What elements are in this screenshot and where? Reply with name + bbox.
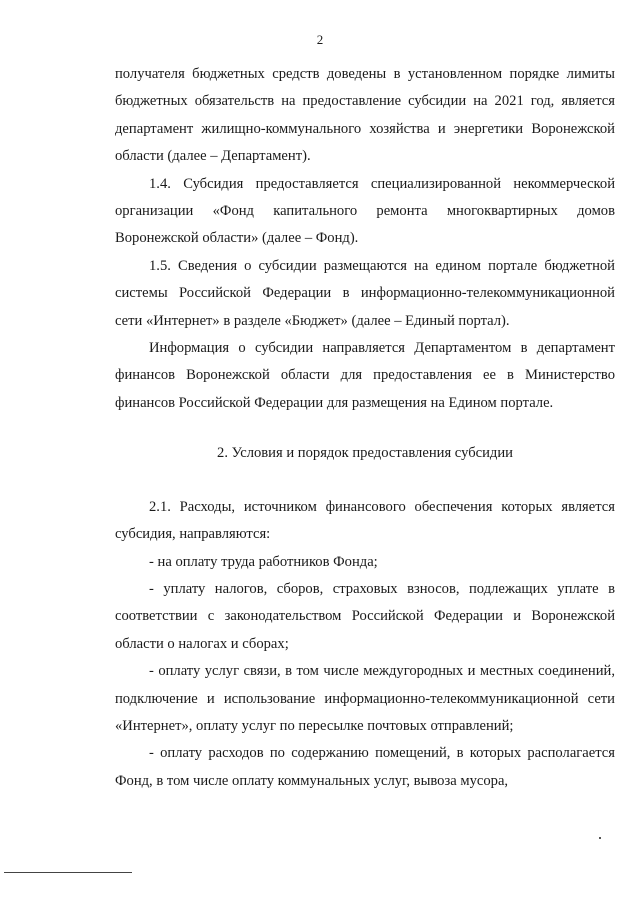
paragraph-1-4: 1.4. Субсидия предоставляется специализированной некоммерческой организации «Фонд капитального ремонта многоквартирных домов Воронежской области» (далее – Фонд). [115, 175, 615, 247]
list-item-communication: - оплату услуг связи, в том числе междугородных и местных соединений, подключение и использование информационно-телекоммуникационной сети «Интернет», оплату услуг по пересылке почтовых отправлений; [115, 663, 615, 734]
document-body [115, 61, 615, 795]
scan-artifact [599, 837, 601, 839]
paragraph-info: Информация о субсидии направляется Департаментом в департамент финансов Воронежской области для предоставления ее в Министерство финансов Российской Федерации для размещения на Едином портале. [115, 340, 615, 411]
paragraph-2-1: 2.1. Расходы, источником финансового обеспечения которых является субсидия, направляются: [115, 498, 615, 543]
list-item-premises: - оплату расходов по содержанию помещений, в которых располагается Фонд, в том числе оплату коммунальных услуг, вывоза мусора, [115, 745, 615, 789]
paragraph-continuation: получателя бюджетных средств доведены в установленном порядке лимиты бюджетных обязательств на предоставление субсидии на 2021 год, является департамент жилищно-коммунального хозяйства и энергетики Воронежской области (далее – Департамент). [115, 66, 615, 165]
footer-rule [4, 872, 132, 873]
list-item-salary: - на оплату труда работников Фонда; [149, 553, 378, 570]
paragraph-1-5: 1.5. Сведения о субсидии размещаются на едином портале бюджетной системы Российской Федерации в информационно-телекоммуникационной сети «Интернет» в разделе «Бюджет» (далее – Единый портал). [115, 257, 615, 329]
list-item-taxes: - уплату налогов, сборов, страховых взносов, подлежащих уплате в соответствии с законодательством Российской Федерации и Воронежской области о налогах и сборах; [115, 580, 615, 652]
section-heading: 2. Условия и порядок предоставления субсидии [217, 445, 513, 462]
page-number: 2 [316, 32, 324, 47]
